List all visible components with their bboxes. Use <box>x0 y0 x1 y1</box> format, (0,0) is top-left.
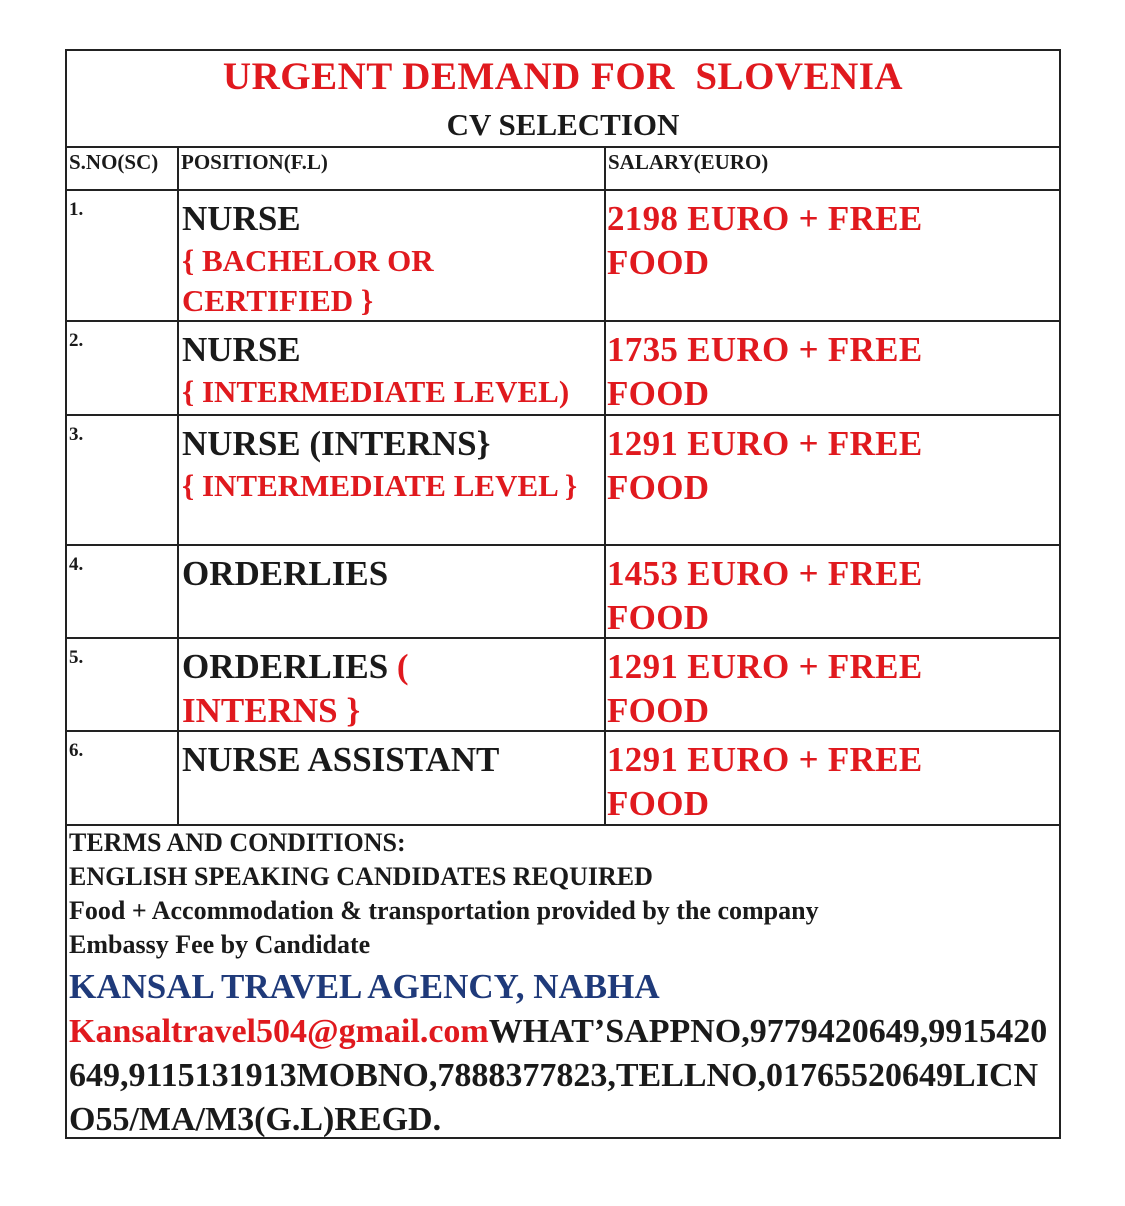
row-position <box>182 552 602 596</box>
column-header-position: POSITION(F.L) <box>179 146 604 191</box>
terms-line: ENGLISH SPEAKING CANDIDATES REQUIRED <box>69 862 653 891</box>
row-number: 2. <box>69 330 84 351</box>
table-row <box>67 546 1059 639</box>
row-number: 4. <box>69 554 84 575</box>
terms-section <box>69 826 1057 1142</box>
row-number: 6. <box>69 740 84 761</box>
column-header-salary: SALARY(EURO) <box>606 146 1059 191</box>
terms-heading: TERMS AND CONDITIONS: <box>69 828 406 857</box>
table-row <box>67 639 1059 732</box>
job-notice-sheet <box>65 49 1061 1139</box>
row-position <box>182 422 597 506</box>
column-divider <box>177 146 179 826</box>
row-salary: 2198 EURO + FREE FOOD <box>607 199 923 282</box>
row-salary: 1735 EURO + FREE FOOD <box>607 330 923 413</box>
position-detail: ( INTERNS } <box>182 647 409 730</box>
row-number: 5. <box>69 647 84 668</box>
position-detail: { INTERMEDIATE LEVEL } <box>182 468 578 503</box>
row-position <box>182 197 602 321</box>
position-title: ORDERLIES <box>182 554 389 593</box>
table-row <box>67 732 1059 826</box>
row-salary: 1291 EURO + FREE FOOD <box>607 647 923 730</box>
row-position <box>182 738 602 782</box>
position-title: NURSE ASSISTANT <box>182 740 500 779</box>
table-row <box>67 191 1059 322</box>
column-header-sno: S.NO(SC) <box>67 146 177 191</box>
terms-line: Food + Accommodation & transportation provided by the company <box>69 896 819 925</box>
position-title: NURSE <box>182 330 301 369</box>
row-salary: 1291 EURO + FREE FOOD <box>607 424 923 507</box>
contact-block <box>69 1010 1059 1142</box>
row-number: 1. <box>69 199 84 220</box>
row-position <box>182 328 602 412</box>
position-line <box>182 645 442 733</box>
agency-name: KANSAL TRAVEL AGENCY, NABHA <box>69 967 660 1006</box>
agency-email[interactable]: Kansaltravel504@gmail.com <box>69 1013 489 1050</box>
column-divider <box>604 146 606 826</box>
position-detail: { BACHELOR OR CERTIFIED } <box>182 243 434 318</box>
contact-numbers: WHAT’SAPPNO,9779420649,9915420649,9115131913MOBNO,7888377823,TELLNO,01765520649LICNO55/MA/M3(G.L)REGD. <box>69 1013 1048 1138</box>
table-row <box>67 322 1059 416</box>
position-title: ORDERLIES <box>182 647 389 686</box>
row-salary: 1453 EURO + FREE FOOD <box>607 554 923 637</box>
position-detail: { INTERMEDIATE LEVEL) <box>182 374 570 409</box>
notice-header <box>67 51 1059 148</box>
position-title: NURSE (INTERNS} <box>182 424 491 463</box>
terms-line: Embassy Fee by Candidate <box>69 930 371 959</box>
position-title: NURSE <box>182 199 301 238</box>
row-salary: 1291 EURO + FREE FOOD <box>607 740 923 823</box>
row-number: 3. <box>69 424 84 445</box>
table-row <box>67 416 1059 546</box>
notice-title: URGENT DEMAND FOR SLOVENIA <box>222 55 904 98</box>
row-position <box>182 645 442 733</box>
notice-subtitle: CV SELECTION <box>446 107 680 142</box>
